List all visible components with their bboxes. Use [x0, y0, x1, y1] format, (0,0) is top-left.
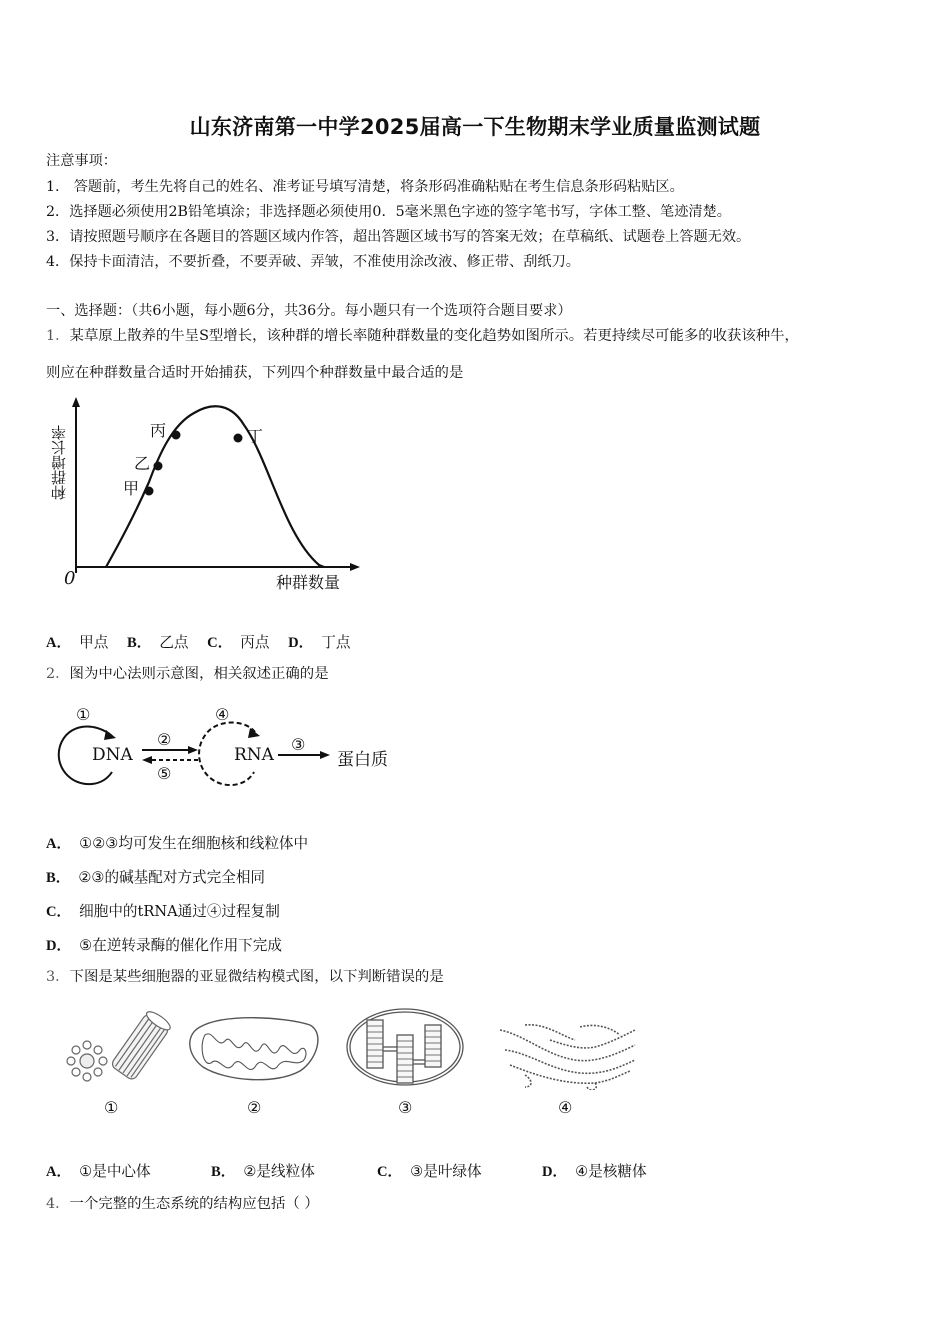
label-4: ④ [215, 705, 230, 724]
page-title: 山东济南第一中学2025届高一下生物期末学业质量监测试题 [189, 115, 761, 139]
origin-label: 0 [64, 568, 76, 589]
question-1-line-2: 则应在种群数量合适时开始捕获，下列四个种群数量中最合适的是 [46, 365, 464, 381]
q1-option-a[interactable]: A． 甲点 [46, 634, 109, 651]
rna-label: RNA [234, 745, 274, 765]
organelle-label-1: ① [104, 1098, 119, 1117]
q3-option-a[interactable]: A． ①是中心体 [46, 1163, 151, 1180]
label-yi: 乙 [134, 454, 151, 473]
endoplasmic-reticulum-icon [500, 1025, 635, 1090]
q2-option-b[interactable]: B． ②③的碱基配对方式完全相同 [46, 869, 266, 886]
notice-item-1: 1. 答题前，考生先将自己的姓名、准考证号填写清楚，将条形码准确粘贴在考生信息条形码粘贴区。 [46, 179, 684, 195]
label-3: ③ [291, 735, 306, 754]
label-bing: 丙 [150, 421, 167, 440]
chloroplast-icon [347, 1009, 463, 1085]
q1-option-d[interactable]: D． 丁点 [288, 634, 351, 651]
point-yi [154, 462, 163, 471]
question-1-line-1 [46, 327, 799, 345]
dna-label: DNA [92, 745, 133, 765]
question-text: 某草原上散养的牛呈S型增长，该种群的增长率随种群数量的变化趋势如图所示。若更持续尽可能多的收获该种牛， [69, 328, 799, 344]
label-ding: 丁 [247, 427, 264, 446]
question-number: 3． [46, 969, 70, 985]
q1-option-c[interactable]: C． 丙点 [207, 634, 270, 651]
notice-heading: 注意事项： [46, 153, 117, 169]
notice-item-2: 2．选择题必须使用2B铅笔填涂；非选择题必须使用0．5毫米黑色字迹的签字笔书写，字体工整、笔迹清楚。 [46, 204, 731, 220]
notice-item-4: 4．保持卡面清洁，不要折叠，不要弄破、弄皱，不准使用涂改液、修正带、刮纸刀。 [46, 254, 580, 270]
mitochondrion-icon [190, 1018, 318, 1080]
question-text: 一个完整的生态系统的结构应包括（ ） [69, 1196, 319, 1212]
organelle-label-3: ③ [398, 1098, 413, 1117]
protein-label: 蛋白质 [337, 750, 388, 770]
q3-option-d[interactable]: D． ④是核糖体 [542, 1163, 647, 1180]
q3-option-c[interactable]: C． ③是叶绿体 [377, 1163, 482, 1180]
q2-option-a[interactable]: A． ①②③均可发生在细胞核和线粒体中 [46, 835, 309, 852]
question-text: 下图是某些细胞器的亚显微结构模式图，以下判断错误的是 [69, 969, 444, 985]
arrow-head-icon [320, 751, 330, 759]
organelle-label-2: ② [247, 1098, 262, 1117]
question-number: 4． [46, 1196, 70, 1212]
y-axis-label: 种群增长率 [50, 425, 68, 500]
arrow-head-icon [104, 730, 116, 740]
y-axis-arrow-icon [72, 397, 80, 407]
organelles-figure [55, 1005, 655, 1090]
growth-rate-chart [44, 395, 364, 595]
q3-option-b[interactable]: B． ②是线粒体 [211, 1163, 315, 1180]
arrow-head-icon [142, 756, 152, 764]
x-axis-label: 种群数量 [276, 573, 341, 592]
question-3 [46, 968, 444, 986]
centriole-icon [67, 1009, 173, 1082]
question-2 [46, 665, 329, 683]
label-5: ⑤ [157, 764, 172, 783]
question-number: 1． [46, 328, 70, 344]
point-bing [172, 431, 181, 440]
organelle-label-4: ④ [558, 1098, 573, 1117]
q2-option-d[interactable]: D． ⑤在逆转录酶的催化作用下完成 [46, 937, 282, 954]
arrow-head-icon [188, 746, 198, 754]
section-heading: 一、选择题：（共6小题，每小题6分，共36分。每小题只有一个选项符合题目要求） [46, 303, 572, 319]
label-jia: 甲 [123, 479, 140, 498]
point-jia [145, 487, 154, 496]
question-text: 图为中心法则示意图，相关叙述正确的是 [69, 666, 329, 682]
x-axis-arrow-icon [350, 563, 360, 571]
notice-item-3: 3．请按照题号顺序在各题目的答题区域内作答，超出答题区域书写的答案无效；在草稿纸、试题卷上答题无效。 [46, 229, 751, 245]
q2-option-c[interactable]: C． 细胞中的tRNA通过④过程复制 [46, 903, 280, 920]
label-2: ② [157, 730, 172, 749]
q1-options [46, 631, 350, 652]
label-1: ① [76, 705, 91, 724]
question-4 [46, 1195, 319, 1213]
question-number: 2． [46, 666, 70, 682]
point-ding [234, 434, 243, 443]
q1-option-b[interactable]: B． 乙点 [126, 634, 189, 651]
